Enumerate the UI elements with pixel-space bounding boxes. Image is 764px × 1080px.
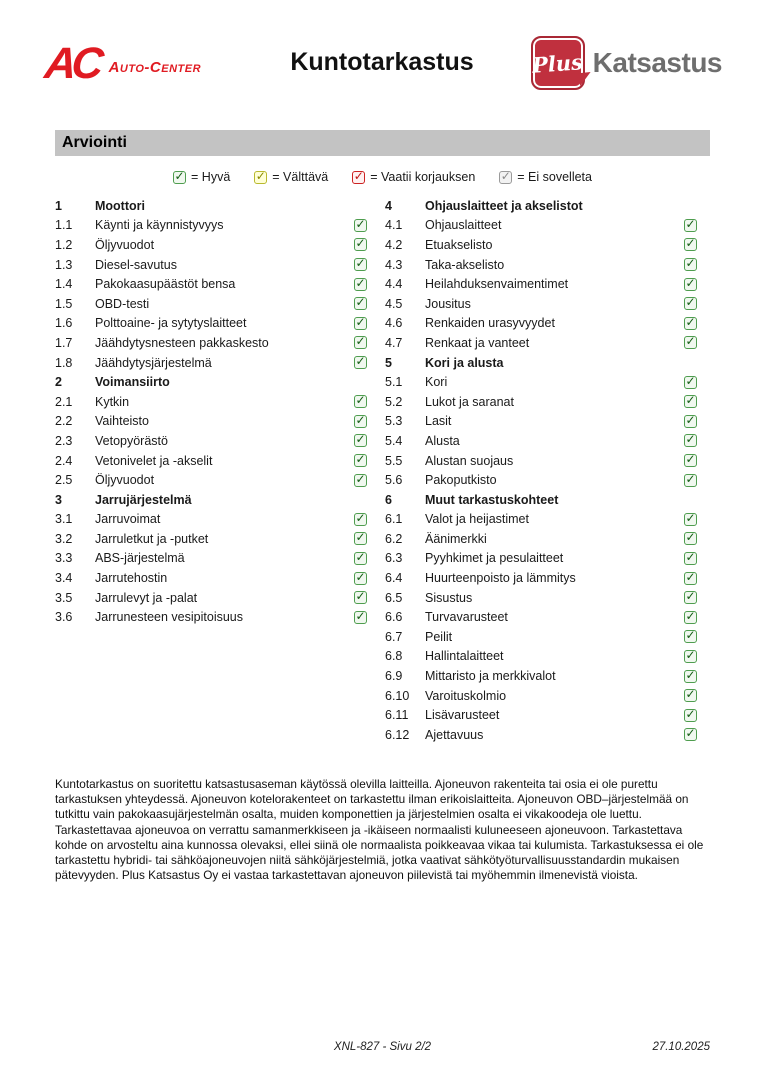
- check-icon: ✓: [355, 295, 366, 310]
- status-checkbox-good: [684, 549, 697, 565]
- status-checkbox-good: [684, 454, 697, 467]
- item-label: Peilit: [425, 629, 453, 644]
- check-icon: ✓: [355, 530, 366, 545]
- item-label: Jarruvoimat: [95, 512, 161, 527]
- item-label: Vetonivelet ja -akselit: [95, 453, 213, 468]
- item-label: Pakokaasupäästöt bensa: [95, 277, 236, 292]
- item-number: 6.4: [385, 571, 403, 586]
- item-label: Alustan suojaus: [425, 453, 514, 468]
- item-label: Lasit: [425, 414, 452, 429]
- status-checkbox-good: [684, 728, 697, 741]
- status-checkbox-good: [684, 238, 697, 251]
- item-number: 6.5: [385, 590, 403, 605]
- checklist-item: [55, 431, 367, 451]
- item-number: 6.9: [385, 669, 403, 684]
- status-checkbox-good: [684, 706, 697, 722]
- item-label: Sisustus: [425, 590, 473, 605]
- checklist-item: [385, 725, 697, 745]
- item-label: Öljyvuodot: [95, 473, 155, 488]
- checklist-item: [55, 607, 367, 627]
- check-icon: ✓: [685, 236, 696, 251]
- item-number: 6.1: [385, 512, 403, 527]
- item-label: Kytkin: [95, 394, 130, 409]
- checklist-item: [55, 314, 367, 334]
- item-label: Renkaiden urasyvyydet: [425, 316, 555, 331]
- item-number: 2.1: [55, 394, 73, 409]
- checklist-item: [55, 216, 367, 236]
- item-label: Huurteenpoisto ja lämmitys: [425, 571, 576, 586]
- item-number: 3.1: [55, 512, 73, 527]
- section-number: 6: [385, 492, 392, 507]
- section-number: 1: [55, 198, 62, 213]
- status-checkbox-good: [354, 591, 367, 604]
- item-number: 2.4: [55, 453, 73, 468]
- checklist-item: [55, 451, 367, 471]
- legend-item-good: [173, 170, 230, 184]
- check-icon: ✓: [685, 373, 696, 388]
- item-label: Taka-akselisto: [425, 257, 505, 272]
- item-number: 1.3: [55, 257, 73, 272]
- check-icon: ✓: [685, 549, 696, 564]
- item-number: 3.2: [55, 531, 73, 546]
- checklist-item: [385, 333, 697, 353]
- check-icon: ✓: [685, 275, 696, 290]
- check-icon: ✓: [355, 432, 366, 447]
- section-number: 2: [55, 375, 62, 390]
- item-label: Polttoaine- ja sytytyslaitteet: [95, 316, 247, 331]
- checklist-item: [385, 666, 697, 686]
- legend-item-repair: [352, 170, 475, 184]
- check-icon: ✓: [685, 608, 696, 623]
- check-icon: ✓: [685, 510, 696, 525]
- checklist-item: [55, 529, 367, 549]
- item-number: 3.6: [55, 610, 73, 625]
- checklist-item: [385, 568, 697, 588]
- status-checkbox-good: [684, 689, 697, 702]
- check-icon: ✓: [355, 471, 366, 486]
- checkbox-repair-icon: ✓: [353, 168, 364, 183]
- item-label: Lukot ja saranat: [425, 394, 514, 409]
- item-number: 1.6: [55, 316, 73, 331]
- item-number: 4.6: [385, 316, 403, 331]
- item-number: 6.12: [385, 727, 410, 742]
- check-icon: ✓: [355, 216, 366, 231]
- item-number: 3.4: [55, 571, 73, 586]
- speech-tail-icon: [576, 69, 593, 86]
- checklist-item: [385, 314, 697, 334]
- item-label: Kori: [425, 375, 448, 390]
- status-checkbox-good: [684, 667, 697, 683]
- plate-and-page-number: XNL-827 - Sivu 2/2: [333, 1041, 432, 1053]
- check-icon: ✓: [685, 256, 696, 271]
- item-label: Alusta: [425, 433, 460, 448]
- item-label: Mittaristo ja merkkivalot: [425, 669, 556, 684]
- checklist-item: [385, 647, 697, 667]
- item-label: Vaihteisto: [95, 414, 149, 429]
- status-checkbox-good: [354, 336, 367, 349]
- checklist-item: [385, 470, 697, 490]
- check-icon: ✓: [355, 589, 366, 604]
- check-icon: ✓: [685, 471, 696, 486]
- legend-label: = Välttävä: [272, 170, 329, 184]
- item-number: 4.5: [385, 296, 403, 311]
- status-checkbox-good: [354, 412, 367, 428]
- status-checkbox-good: [684, 395, 697, 408]
- status-checkbox-good: [354, 510, 367, 526]
- status-checkbox-good: [684, 216, 697, 232]
- check-icon: ✓: [685, 569, 696, 584]
- item-label: Jäähdytysjärjestelmä: [95, 355, 212, 370]
- item-label: Käynti ja käynnistyvyys: [95, 218, 224, 233]
- item-number: 1.5: [55, 296, 73, 311]
- check-icon: ✓: [355, 256, 366, 271]
- status-checkbox-good: [684, 630, 697, 643]
- status-checkbox-good: [354, 471, 367, 487]
- item-number: 6.7: [385, 629, 403, 644]
- status-checkbox-good: [684, 608, 697, 624]
- status-checkbox-good: [354, 454, 367, 467]
- checklist-item: [385, 392, 697, 412]
- item-number: 1.8: [55, 355, 73, 370]
- checklist-item: [385, 529, 697, 549]
- checklist-item: [55, 510, 367, 530]
- status-checkbox-good: [684, 434, 697, 447]
- disclaimer-text: Kuntotarkastus on suoritettu katsastusaseman käytössä olevilla laitteilla. Ajoneuvon rakenteita tai osia ei ole purettu tarkastuksen yhteydessä. Ajoneuvon kotelorakenteet on tarkastettu ilman erikoislaitteita. Ajoneuvon OBD–järjestelmää on tutkittu vain pakokaasujärjestelmän osalta, muiden komponettien ja järjestelmien osalta ei vikakoodeja ole luettu. Tarkastettavaa ajoneuvoa on verrattu samanmerkkiseen ja -ikäiseen normaalisti kuluneeseen ajoneuvoon. Tarkastettava kohde on arvosteltu aina kunnossa olevaksi, ellei siinä ole normaalista poikkeavaa vikaa tai kulumista. Tarkastuksessa ei ole tarkastettu hybridi- tai sähköajoneuvojen niitä sähköjärjestelmiä, jotka vaativat sähkötyöturvallisuusstandardin mukaisen pätevyyden. Plus Katsastus Oy ei vastaa tarkastettavan ajoneuvon piilevistä tai myöhemmin ilmenevistä vioista.: [55, 777, 704, 883]
- ac-monogram-icon: AC: [42, 39, 102, 88]
- section-row: [385, 353, 697, 373]
- legend-label: = Vaatii korjauksen: [370, 170, 476, 184]
- item-number: 4.1: [385, 218, 403, 233]
- status-checkbox-good: [354, 608, 367, 624]
- item-label: Jäähdytysnesteen pakkaskesto: [95, 335, 269, 350]
- checklist-item: [385, 431, 697, 451]
- checklist-item: [55, 470, 367, 490]
- status-checkbox-good: [684, 314, 697, 330]
- item-number: 2.5: [55, 473, 73, 488]
- item-number: 1.7: [55, 335, 73, 350]
- item-number: 1.4: [55, 277, 73, 292]
- status-checkbox-good: [684, 297, 697, 310]
- section-title: Jarrujärjestelmä: [95, 492, 192, 507]
- status-checkbox-good: [684, 412, 697, 428]
- status-checkbox-good: [684, 373, 697, 389]
- item-number: 5.6: [385, 473, 403, 488]
- check-icon: ✓: [685, 216, 696, 231]
- check-icon: ✓: [685, 726, 696, 741]
- status-checkbox-good: [684, 569, 697, 585]
- checklist-item: [385, 235, 697, 255]
- checklist-item: [55, 274, 367, 294]
- check-icon: ✓: [685, 647, 696, 662]
- checklist-column-right: [385, 196, 697, 745]
- item-label: Lisävarusteet: [425, 708, 500, 723]
- status-checkbox-good: [684, 532, 697, 545]
- section-title: Voimansiirto: [95, 375, 170, 390]
- item-label: Turvavarusteet: [425, 610, 508, 625]
- checklist-item: [385, 705, 697, 725]
- item-label: Pyyhkimet ja pesulaitteet: [425, 551, 564, 566]
- section-number: 5: [385, 355, 392, 370]
- status-checkbox-good: [354, 569, 367, 585]
- item-label: Hallintalaitteet: [425, 649, 504, 664]
- check-icon: ✓: [685, 295, 696, 310]
- section-title: Moottori: [95, 198, 145, 213]
- item-label: OBD-testi: [95, 296, 150, 311]
- checklist-item: [55, 235, 367, 255]
- item-number: 6.3: [385, 551, 403, 566]
- check-icon: ✓: [685, 628, 696, 643]
- checklist-item: [55, 412, 367, 432]
- item-label: Varoituskolmio: [425, 688, 507, 703]
- item-number: 6.8: [385, 649, 403, 664]
- checklist-item: [385, 294, 697, 314]
- section-title: Arviointi: [62, 134, 127, 151]
- check-icon: ✓: [685, 412, 696, 427]
- item-label: ABS-järjestelmä: [95, 551, 185, 566]
- status-checkbox-good: [354, 532, 367, 545]
- check-icon: ✓: [355, 608, 366, 623]
- checklist-item: [385, 607, 697, 627]
- item-number: 4.7: [385, 335, 403, 350]
- item-number: 2.3: [55, 433, 73, 448]
- check-icon: ✓: [355, 236, 366, 251]
- check-icon: ✓: [685, 667, 696, 682]
- status-checkbox-good: [354, 434, 367, 447]
- check-icon: ✓: [685, 452, 696, 467]
- status-checkbox-good: [684, 647, 697, 663]
- item-number: 3.5: [55, 590, 73, 605]
- item-label: Äänimerkki: [425, 531, 487, 546]
- status-checkbox-good: [684, 591, 697, 604]
- status-checkbox-good: [354, 297, 367, 310]
- item-label: Jarrulevyt ja -palat: [95, 590, 198, 605]
- legend-item-fair: [254, 170, 328, 184]
- item-number: 6.2: [385, 531, 403, 546]
- auto-center-logo-text: Auto-Center: [108, 58, 202, 76]
- section-row: [55, 490, 367, 510]
- checklist-item: [385, 372, 697, 392]
- check-icon: ✓: [355, 549, 366, 564]
- checklist-item: [55, 353, 367, 373]
- item-number: 5.3: [385, 414, 403, 429]
- checklist-item: [55, 588, 367, 608]
- check-icon: ✓: [355, 510, 366, 525]
- item-number: 5.5: [385, 453, 403, 468]
- legend-label: = Hyvä: [191, 170, 231, 184]
- checklist-item: [385, 274, 697, 294]
- legend-label: = Ei sovelleta: [517, 170, 592, 184]
- item-label: Pakoputkisto: [425, 473, 497, 488]
- section-title: Muut tarkastuskohteet: [425, 492, 559, 507]
- checklist-item: [385, 686, 697, 706]
- check-icon: ✓: [685, 393, 696, 408]
- item-label: Vetopyörästö: [95, 433, 168, 448]
- item-number: 5.1: [385, 375, 403, 390]
- item-label: Jarrunesteen vesipitoisuus: [95, 610, 243, 625]
- checklist-column-left: [55, 196, 367, 627]
- item-label: Jousitus: [425, 296, 471, 311]
- item-label: Jarrutehostin: [95, 571, 168, 586]
- section-row: [55, 372, 367, 392]
- check-icon: ✓: [355, 569, 366, 584]
- section-row: [385, 196, 697, 216]
- check-icon: ✓: [685, 589, 696, 604]
- page-title: Kuntotarkastus: [290, 48, 474, 76]
- status-checkbox-good: [354, 549, 367, 565]
- item-number: 5.4: [385, 433, 403, 448]
- check-icon: ✓: [355, 393, 366, 408]
- item-number: 1.1: [55, 218, 73, 233]
- check-icon: ✓: [355, 452, 366, 467]
- checklist-item: [385, 549, 697, 569]
- status-checkbox-good: [684, 510, 697, 526]
- section-row: [55, 196, 367, 216]
- item-label: Etuakselisto: [425, 237, 493, 252]
- status-checkbox-good: [354, 216, 367, 232]
- checklist-item: [385, 451, 697, 471]
- checkbox-fair-icon: ✓: [255, 168, 266, 183]
- status-checkbox-good: [684, 336, 697, 349]
- rating-legend: [55, 170, 710, 184]
- checklist-item: [55, 294, 367, 314]
- checklist-item: [385, 510, 697, 530]
- footer-date: 27.10.2025: [652, 1041, 710, 1053]
- check-icon: ✓: [685, 706, 696, 721]
- checklist-item: [55, 392, 367, 412]
- section-header-bar: [55, 130, 710, 156]
- checklist-item: [385, 255, 697, 275]
- item-label: Diesel-savutus: [95, 257, 177, 272]
- item-number: 6.6: [385, 610, 403, 625]
- plus-bubble-icon: Plus: [531, 36, 585, 90]
- status-checkbox-good: [354, 356, 367, 369]
- katsastus-logo-text: Katsastus: [592, 47, 722, 78]
- item-label: Heilahduksenvaimentimet: [425, 277, 569, 292]
- check-icon: ✓: [685, 530, 696, 545]
- check-icon: ✓: [685, 314, 696, 329]
- item-number: 6.11: [385, 708, 409, 723]
- item-number: 2.2: [55, 414, 73, 429]
- item-label: Ohjauslaitteet: [425, 218, 502, 233]
- item-number: 4.3: [385, 257, 403, 272]
- checklist-item: [55, 568, 367, 588]
- checklist-item: [385, 627, 697, 647]
- section-number: 4: [385, 198, 392, 213]
- status-checkbox-good: [354, 395, 367, 408]
- checklist-item: [55, 333, 367, 353]
- section-number: 3: [55, 492, 62, 507]
- legend-item-na: [499, 170, 592, 184]
- check-icon: ✓: [355, 275, 366, 290]
- status-checkbox-good: [354, 258, 367, 271]
- checklist-item: [385, 412, 697, 432]
- item-label: Jarruletkut ja -putket: [95, 531, 209, 546]
- checklist-item: [55, 549, 367, 569]
- item-number: 1.2: [55, 237, 73, 252]
- item-label: Renkaat ja vanteet: [425, 335, 530, 350]
- status-checkbox-good: [354, 275, 367, 291]
- check-icon: ✓: [355, 334, 366, 349]
- item-number: 5.2: [385, 394, 403, 409]
- status-checkbox-good: [354, 238, 367, 251]
- check-icon: ✓: [685, 687, 696, 702]
- status-checkbox-good: [684, 275, 697, 291]
- checklist-item: [385, 588, 697, 608]
- item-label: Ajettavuus: [425, 727, 484, 742]
- check-icon: ✓: [355, 354, 366, 369]
- status-checkbox-good: [354, 314, 367, 330]
- checkbox-good-icon: ✓: [174, 168, 185, 183]
- status-checkbox-good: [684, 258, 697, 271]
- item-number: 6.10: [385, 688, 410, 703]
- section-row: [385, 490, 697, 510]
- check-icon: ✓: [685, 334, 696, 349]
- section-title: Kori ja alusta: [425, 355, 504, 370]
- check-icon: ✓: [355, 314, 366, 329]
- plus-katsastus-logo: [531, 36, 722, 90]
- item-number: 3.3: [55, 551, 73, 566]
- checklist-item: [385, 216, 697, 236]
- check-icon: ✓: [355, 412, 366, 427]
- checkbox-na-icon: ✓: [500, 168, 511, 183]
- item-label: Valot ja heijastimet: [425, 512, 529, 527]
- checklist-item: [55, 255, 367, 275]
- section-title: Ohjauslaitteet ja akselistot: [425, 198, 583, 213]
- check-icon: ✓: [685, 432, 696, 447]
- status-checkbox-good: [684, 471, 697, 487]
- item-number: 4.4: [385, 277, 403, 292]
- item-number: 4.2: [385, 237, 403, 252]
- item-label: Öljyvuodot: [95, 237, 155, 252]
